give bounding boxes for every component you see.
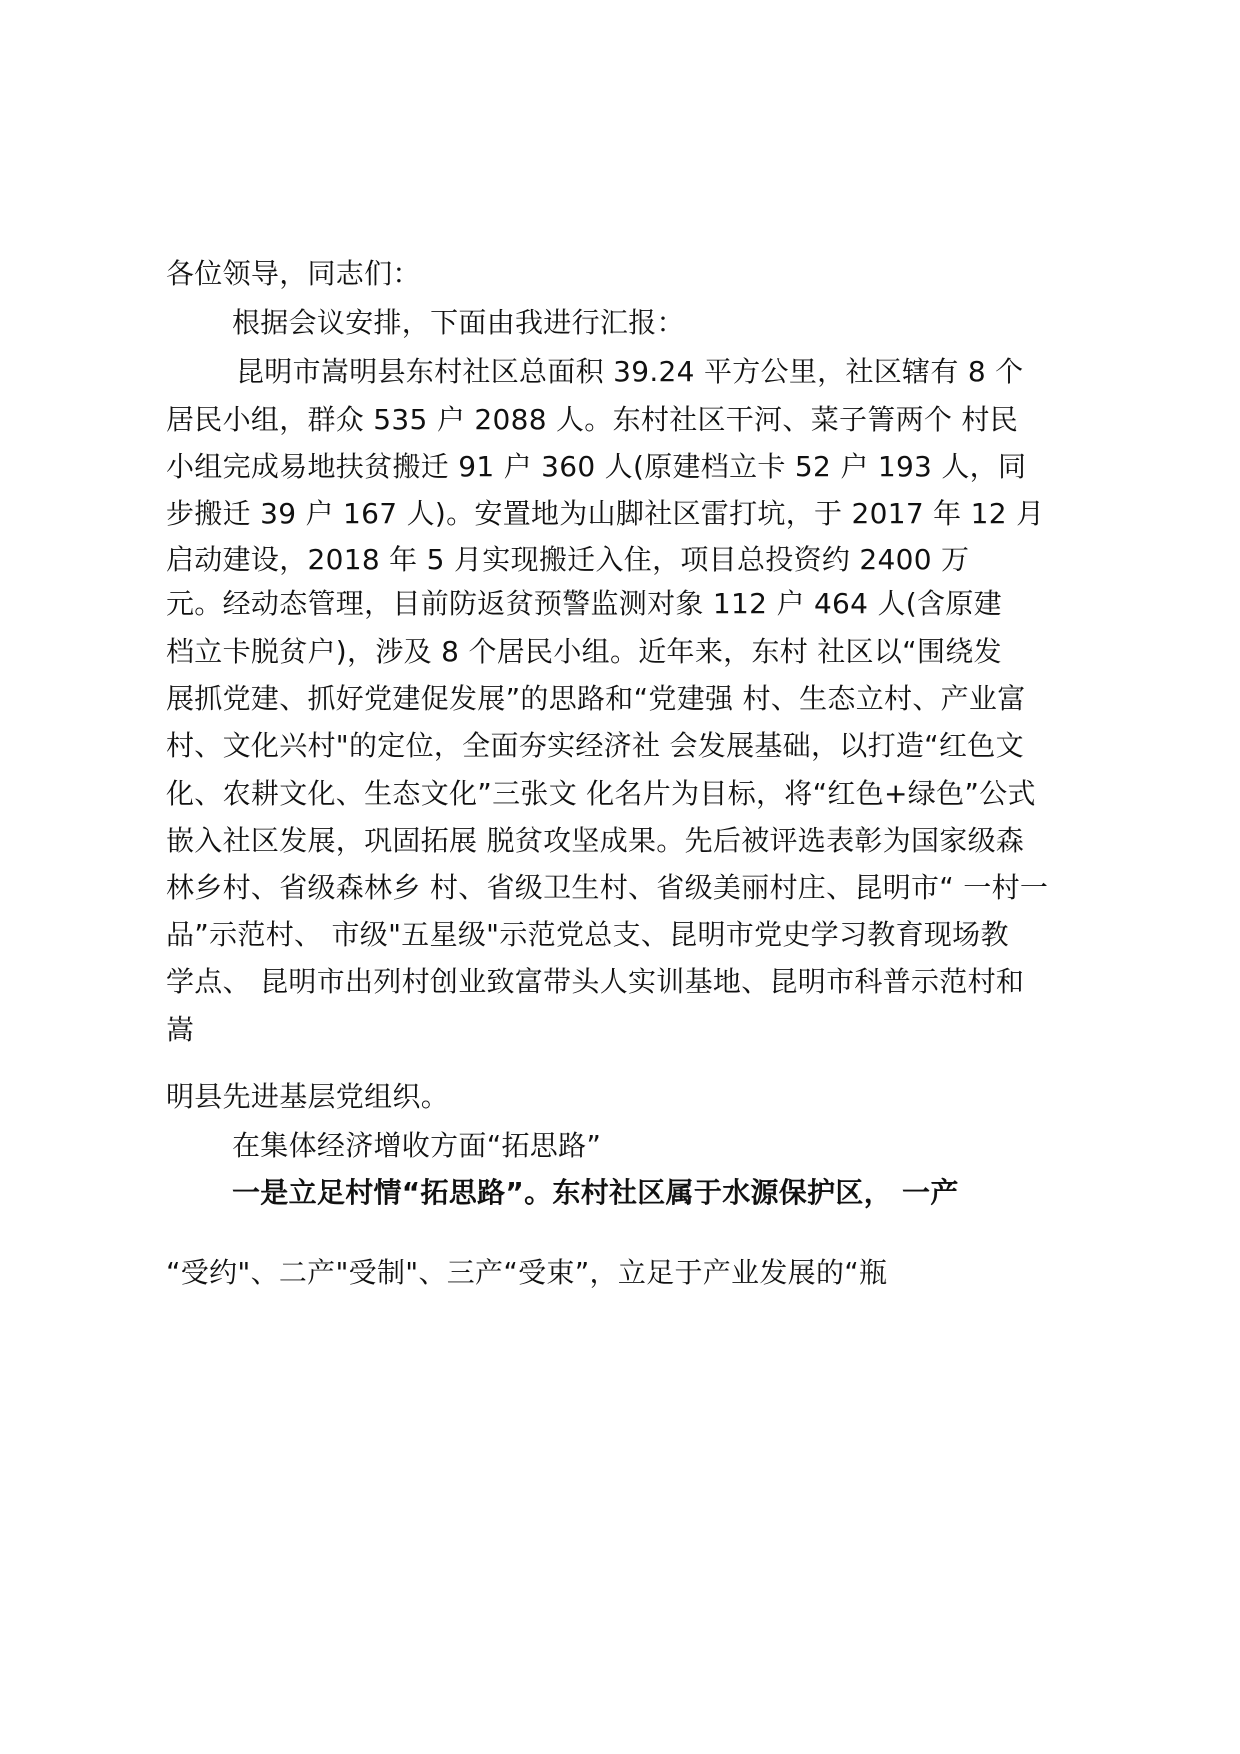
salutation: 各位领导，同志们： (166, 257, 421, 290)
intro-paragraph: 根据会议安排，下面由我进行汇报： (232, 306, 685, 339)
body-line-7: 档立卡脱贫户)，涉及 8 个居民小组。近年来，东村 社区以“围绕发 (166, 635, 1002, 668)
section-heading: 在集体经济增收方面“拓思路” (232, 1129, 602, 1162)
body-line-5: 启动建设，2018 年 5 月实现搬迁入住，项目总投资约 2400 万 (166, 543, 970, 576)
body-line-15: 嵩 (166, 1013, 195, 1046)
body-line-10: 化、农耕文化、生态文化”三张文 化名片为目标，将“红色+绿色”公式 (166, 777, 1036, 810)
body-line-4: 步搬迁 39 户 167 人)。安置地为山脚社区雷打坑，于 2017 年 12 月 (166, 497, 1045, 530)
body-line-16: 明县先进基层党组织。 (166, 1080, 450, 1113)
body-line-1: 昆明市嵩明县东村社区总面积 39.24 平方公里，社区辖有 8 个 (236, 355, 1024, 388)
body-line-2: 居民小组，群众 535 户 2088 人。东村社区干河、菜子箐两个 村民 (166, 403, 1019, 436)
point-one-line-1: 一是立足村情“拓思路”。东村社区属于水源保护区， 一产 (232, 1176, 959, 1209)
body-line-9: 村、文化兴村"的定位，全面夯实经济社 会发展基础，以打造“红色文 (166, 729, 1024, 762)
body-line-12: 林乡村、省级森林乡 村、省级卫生村、省级美丽村庄、昆明市“ 一村一 (166, 871, 1049, 904)
body-line-11: 嵌入社区发展，巩固拓展 脱贫攻坚成果。先后被评选表彰为国家级森 (166, 824, 1025, 857)
body-line-13: 品”示范村、 市级"五星级"示范党总支、昆明市党史学习教育现场教 (166, 918, 1009, 951)
body-line-14: 学点、 昆明市出列村创业致富带头人实训基地、昆明市科普示范村和 (166, 965, 1025, 998)
body-line-6: 元。经动态管理，目前防返贫预警监测对象 112 户 464 人(含原建 (166, 587, 1002, 620)
body-line-8: 展抓党建、抓好党建促发展”的思路和“党建强 村、生态立村、产业富 (166, 682, 1026, 715)
body-line-3: 小组完成易地扶贫搬迁 91 户 360 人(原建档立卡 52 户 193 人，同 (166, 450, 1027, 483)
point-one-line-2: “受约"、二产"受制"、三产“受束”，立足于产业发展的“瓶 (166, 1256, 888, 1289)
